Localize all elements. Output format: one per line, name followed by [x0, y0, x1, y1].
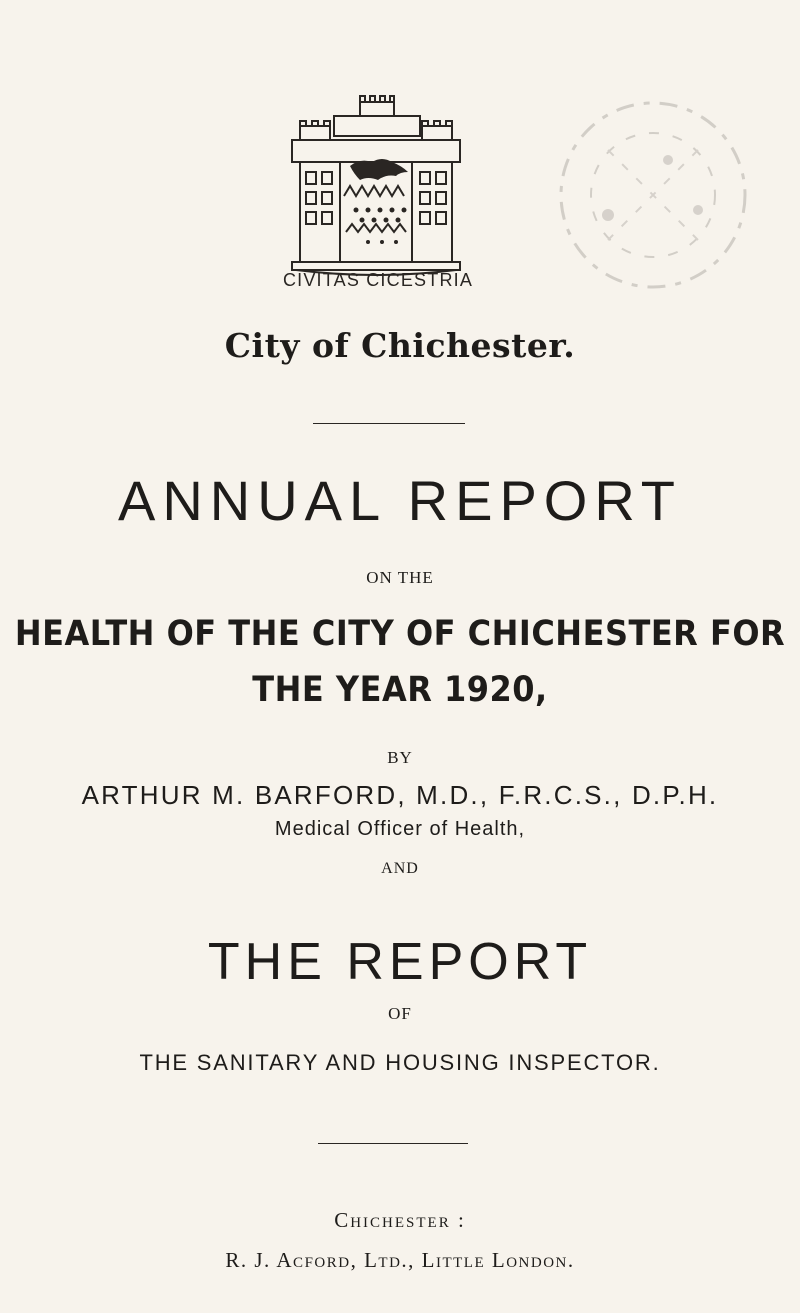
- subject-line-1: HEALTH OF THE CITY OF CHICHESTER FOR: [14, 612, 786, 654]
- imprint-place: Chichester :: [334, 1208, 466, 1232]
- inspector-line: THE SANITARY AND HOUSING INSPECTOR.: [139, 1050, 661, 1075]
- crest-motto: CIVITAS CICESTRIA: [282, 270, 474, 290]
- author-name: ARTHUR M. BARFORD, M.D., F.R.C.S., D.P.H.: [81, 780, 719, 810]
- imprint-publisher: R. J. Acford, Ltd., Little London.: [225, 1248, 575, 1272]
- divider-rule: [318, 1143, 468, 1144]
- faint-library-stamp-icon: [548, 90, 758, 300]
- city-title: City of Chichester.: [224, 326, 576, 365]
- and-line: AND: [381, 860, 419, 877]
- on-the-line: ON THE: [366, 568, 434, 587]
- annual-report-heading: ANNUAL REPORT: [118, 469, 682, 532]
- by-line: BY: [387, 748, 413, 767]
- of-line: OF: [388, 1004, 412, 1023]
- subject-line-2: THE YEAR 1920,: [252, 668, 548, 710]
- divider-rule: [313, 423, 465, 424]
- author-role: Medical Officer of Health,: [274, 818, 526, 840]
- city-arms-castle-lion-icon: [272, 92, 480, 292]
- the-report-heading: THE REPORT: [207, 933, 593, 991]
